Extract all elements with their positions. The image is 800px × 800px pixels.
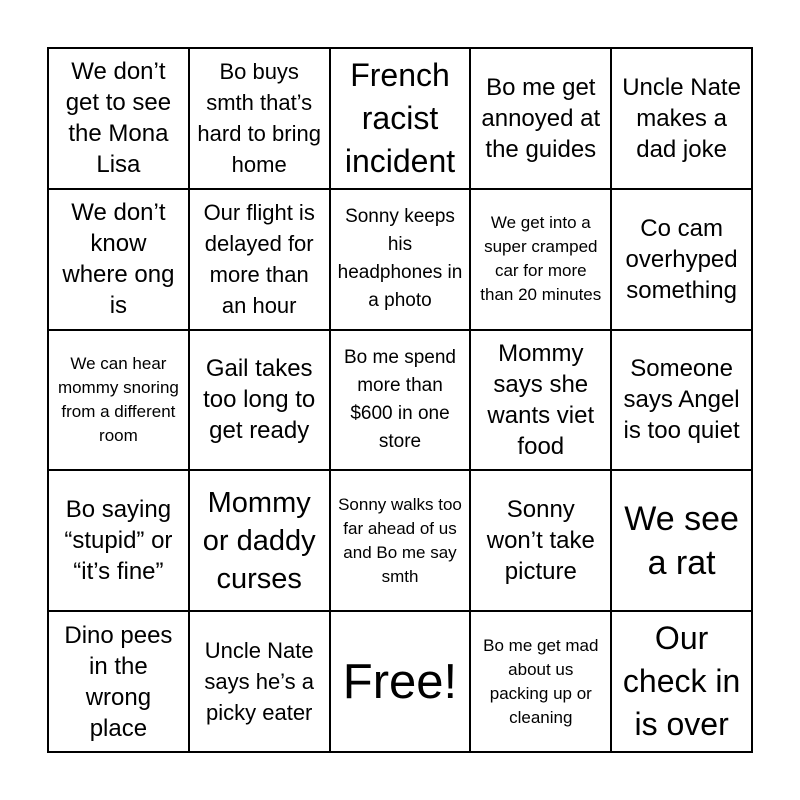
bingo-cell-i1[interactable] — [189, 48, 330, 189]
cell-text: Our check in is over — [622, 620, 741, 743]
bingo-cell-i5[interactable] — [189, 611, 330, 752]
bingo-cell-o1[interactable] — [611, 48, 752, 189]
cell-text: Mommy or daddy curses — [202, 486, 316, 595]
bingo-cell-g4[interactable] — [470, 470, 611, 611]
bingo-cell-b3[interactable] — [48, 330, 189, 471]
cell-text: We don’t know where ong is — [62, 199, 175, 320]
bingo-cell-o3[interactable] — [611, 330, 752, 471]
cell-text: Gail takes too long to get ready — [203, 355, 316, 445]
bingo-cell-n1[interactable] — [330, 48, 471, 189]
cell-text: Bo saying “stupid” or “it’s fine” — [64, 496, 173, 586]
bingo-cell-i4[interactable] — [189, 470, 330, 611]
bingo-cell-i2[interactable] — [189, 189, 330, 330]
cell-text: Uncle Nate makes a dad joke — [622, 73, 741, 163]
cell-text: Mommy says she wants viet food — [487, 339, 595, 460]
cell-text: Sonny walks too far ahead of us and Bo me say smth — [338, 494, 462, 586]
bingo-cell-g3[interactable] — [470, 330, 611, 471]
bingo-cell-g2[interactable] — [470, 189, 611, 330]
cell-text: Free! — [342, 654, 458, 709]
cell-text: We get into a super cramped car for more than 20 minutes — [480, 213, 602, 305]
cell-text: Someone says Angel is too quiet — [623, 355, 740, 445]
bingo-board — [47, 47, 753, 753]
cell-text: Bo me get annoyed at the guides — [481, 73, 601, 163]
bingo-cell-o2[interactable] — [611, 189, 752, 330]
cell-text: Co cam overhyped something — [625, 214, 738, 304]
bingo-cell-n4[interactable] — [330, 470, 471, 611]
bingo-cell-b5[interactable] — [48, 611, 189, 752]
cell-text: Uncle Nate says he’s a picky eater — [204, 638, 315, 726]
cell-text: Sonny keeps his headphones in a photo — [337, 206, 463, 312]
bingo-cell-free[interactable] — [330, 611, 471, 752]
cell-text: Bo me spend more than $600 in one store — [344, 346, 456, 452]
cell-text: Bo buys smth that’s hard to bring home — [197, 59, 321, 178]
bingo-cell-g1[interactable] — [470, 48, 611, 189]
cell-text: We don’t get to see the Mona Lisa — [65, 58, 172, 179]
bingo-cell-g5[interactable] — [470, 611, 611, 752]
cell-text: French racist incident — [344, 56, 456, 179]
bingo-cell-b2[interactable] — [48, 189, 189, 330]
cell-text: We see a rat — [624, 499, 739, 582]
cell-text: Dino pees in the wrong place — [64, 621, 173, 742]
bingo-cell-o4[interactable] — [611, 470, 752, 611]
bingo-cell-i3[interactable] — [189, 330, 330, 471]
bingo-cell-b1[interactable] — [48, 48, 189, 189]
bingo-cell-n2[interactable] — [330, 189, 471, 330]
cell-text: Sonny won’t take picture — [486, 496, 595, 586]
cell-text: Our flight is delayed for more than an hour — [203, 200, 315, 319]
bingo-cell-o5[interactable] — [611, 611, 752, 752]
cell-text: Bo me get mad about us packing up or cleaning — [483, 635, 599, 727]
bingo-cell-b4[interactable] — [48, 470, 189, 611]
cell-text: We can hear mommy snoring from a different room — [57, 353, 179, 445]
bingo-cell-n3[interactable] — [330, 330, 471, 471]
